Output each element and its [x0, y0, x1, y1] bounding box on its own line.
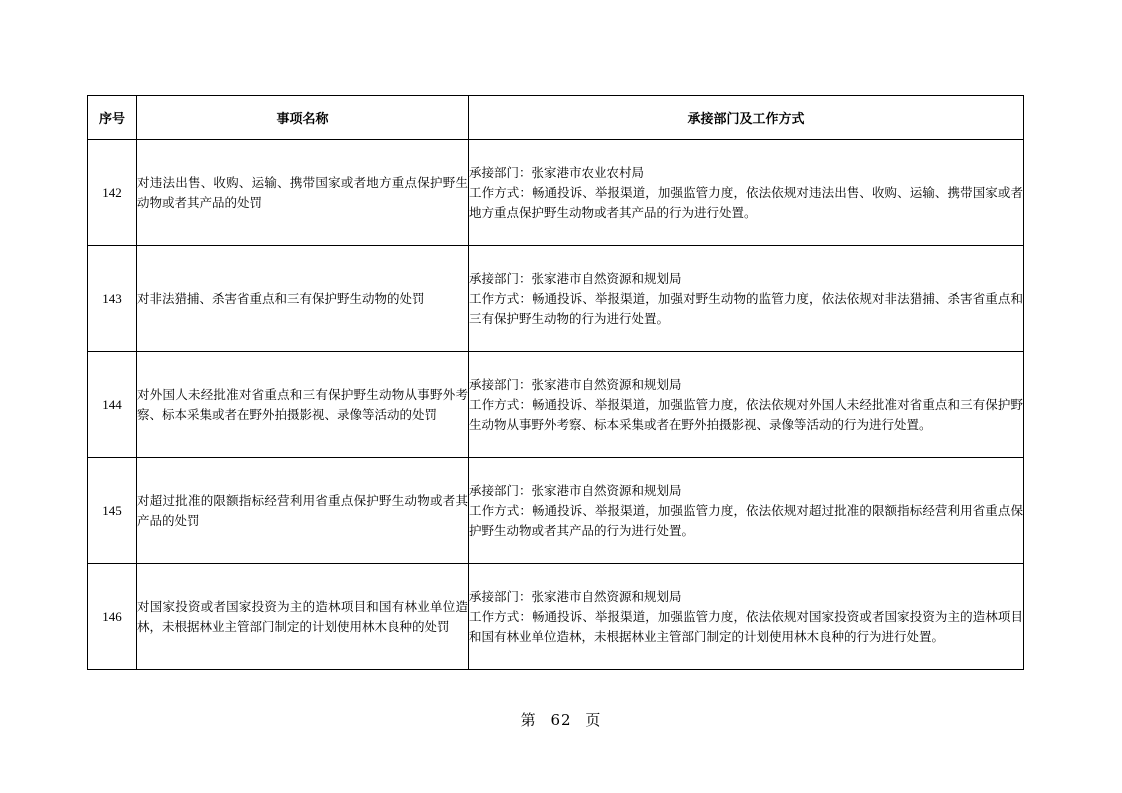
row-method: [469, 140, 1024, 246]
row-approach: 工作方式：畅通投诉、举报渠道，加强监管力度，依法依规对国家投资或者国家投资为主的造林项目和国有林业单位造林，未根据林业主管部门制定的计划使用林木良种的行为进行处置。: [469, 608, 1023, 644]
header-method: 承接部门及工作方式: [469, 96, 1024, 140]
row-method: [469, 458, 1024, 564]
row-seq: 142: [88, 140, 137, 246]
row-approach: 工作方式：畅通投诉、举报渠道，加强对野生动物的监管力度，依法依规对非法猎捕、杀害省重点和三有保护野生动物的行为进行处置。: [469, 290, 1023, 326]
page-number-value: 62: [550, 711, 572, 729]
row-department: 承接部门：张家港市自然资源和规划局: [469, 376, 682, 392]
row-seq: 145: [88, 458, 137, 564]
row-method: [469, 352, 1024, 458]
header-seq: 序号: [88, 96, 137, 140]
page-number-suffix: 页: [585, 711, 602, 729]
table-row: [88, 458, 1024, 564]
row-method: [469, 564, 1024, 670]
table-header-row: [88, 96, 1024, 140]
row-seq: 146: [88, 564, 137, 670]
row-name: 对违法出售、收购、运输、携带国家或者地方重点保护野生动物或者其产品的处罚: [137, 140, 469, 246]
row-department: 承接部门：张家港市自然资源和规划局: [469, 270, 682, 286]
row-approach: 工作方式：畅通投诉、举报渠道，加强监管力度，依法依规对外国人未经批准对省重点和三有保护野生动物从事野外考察、标本采集或者在野外拍摄影视、录像等活动的行为进行处置。: [469, 396, 1023, 432]
row-seq: 143: [88, 246, 137, 352]
table-row: [88, 564, 1024, 670]
row-approach: 工作方式：畅通投诉、举报渠道，加强监管力度，依法依规对违法出售、收购、运输、携带国家或者地方重点保护野生动物或者其产品的行为进行处置。: [469, 184, 1023, 220]
row-approach: 工作方式：畅通投诉、举报渠道，加强监管力度，依法依规对超过批准的限额指标经营利用省重点保护野生动物或者其产品的行为进行处置。: [469, 502, 1023, 538]
row-method: [469, 246, 1024, 352]
table-row: [88, 246, 1024, 352]
page-number: [0, 709, 1122, 730]
row-department: 承接部门：张家港市自然资源和规划局: [469, 482, 682, 498]
row-name: 对外国人未经批准对省重点和三有保护野生动物从事野外考察、标本采集或者在野外拍摄影视、录像等活动的处罚: [137, 352, 469, 458]
items-table: [87, 95, 1024, 670]
table-row: [88, 140, 1024, 246]
row-department: 承接部门：张家港市农业农村局: [469, 164, 645, 180]
table-row: [88, 352, 1024, 458]
row-name: 对国家投资或者国家投资为主的造林项目和国有林业单位造林，未根据林业主管部门制定的计划使用林木良种的处罚: [137, 564, 469, 670]
row-name: 对超过批准的限额指标经营利用省重点保护野生动物或者其产品的处罚: [137, 458, 469, 564]
row-seq: 144: [88, 352, 137, 458]
row-name: 对非法猎捕、杀害省重点和三有保护野生动物的处罚: [137, 246, 469, 352]
row-department: 承接部门：张家港市自然资源和规划局: [469, 588, 682, 604]
page-number-prefix: 第: [520, 711, 537, 729]
header-name: 事项名称: [137, 96, 469, 140]
